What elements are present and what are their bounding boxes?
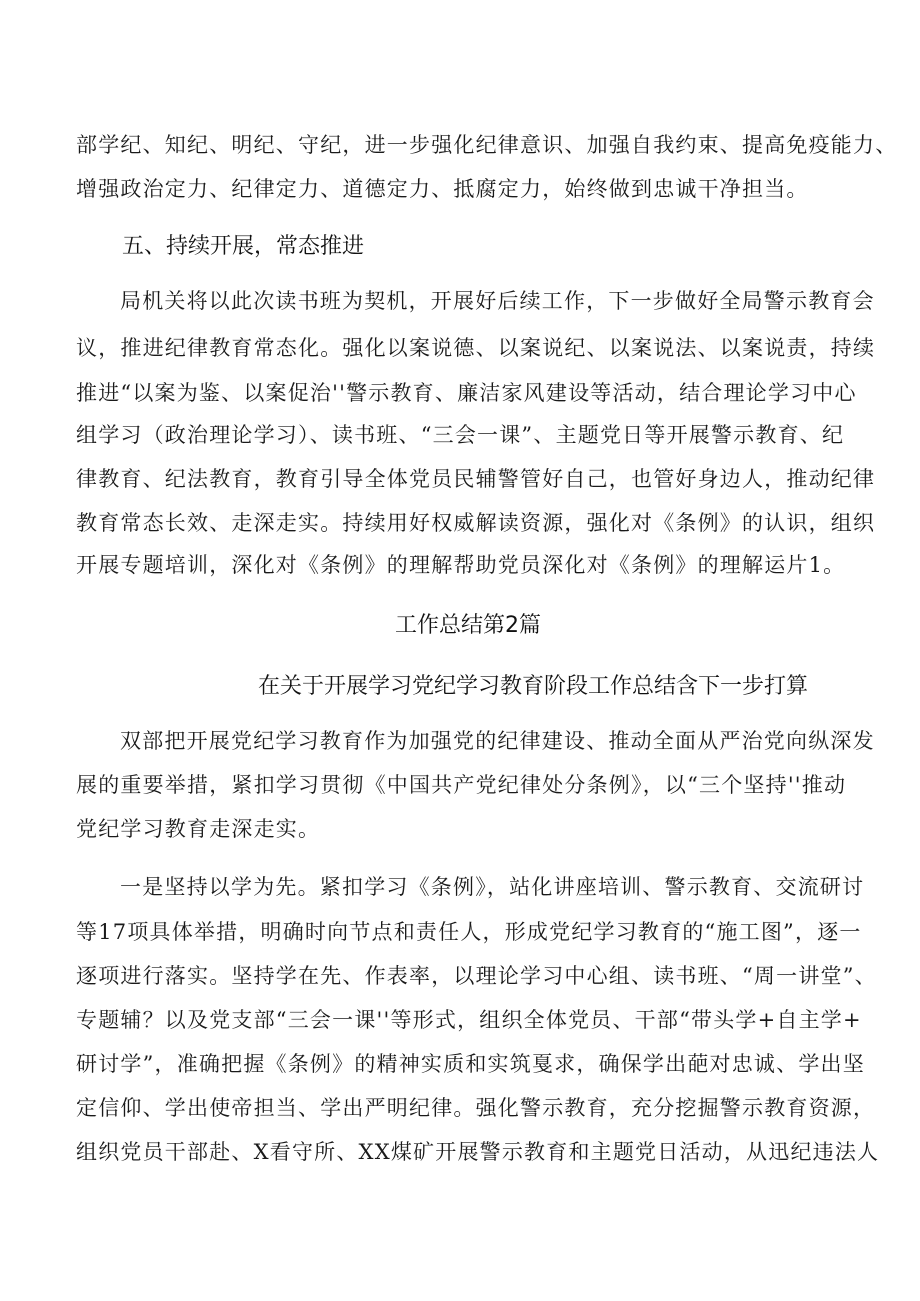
section-heading: 五、持续开展，常态推进 xyxy=(122,234,365,259)
paragraph-line: 等17项具体举措，明确时向节点和责任人，形成党纪学习教育的“施工图”，逐一 xyxy=(76,920,862,944)
paragraph-line: 专题辅？以及党支部“三会一课''等形式，组织全体党员、干部“带头学+自主学+ xyxy=(76,1008,862,1032)
paragraph-line: 研讨学”，准确把握《条例》的精神实质和实筑戛求，确保学出葩对忠诚、学出坚 xyxy=(76,1052,865,1076)
paragraph-line: 推进“以案为鉴、以案促治''警示教育、廉洁家风建设等活动，结合理论学习中心 xyxy=(76,381,857,405)
paragraph-line: 双部把开展党纪学习教育作为加强党的纪律建设、推动全面从严治党向纵深发 xyxy=(120,729,875,753)
paragraph-line: 定信仰、学出使帝担当、学出严明纪律。强化警示教育，充分挖掘警示教育资源， xyxy=(76,1096,876,1120)
document-subtitle: 在关于开展学习党纪学习教育阶段工作总结含下一步打算 xyxy=(258,674,809,699)
paragraph-line: 组织党员干部赴、X看守所、XX煤矿开展警示教育和主题党日活动，从迅纪违法人 xyxy=(76,1140,880,1164)
paragraph-line: 一是坚持以学为先。紧扣学习《条例》，站化讲座培训、警示教育、交流研讨 xyxy=(120,875,865,899)
paragraph-line: 展的重要举措，紧扣学习贯彻《中国共产党纪律处分条例》，以“三个坚持''推动 xyxy=(76,773,847,797)
paragraph-line: 律教育、纪法教育，教育引导全体党员民辅警管好自己，也管好身边人，推动纪律 xyxy=(76,467,876,491)
paragraph-line: 增强政治定力、纪律定力、道德定力、抵腐定力，始终做到忠诚干净担当。 xyxy=(76,177,809,201)
document-title: 工作总结第2篇 xyxy=(395,613,541,638)
paragraph-line: 教育常态长效、走深走实。持续用好权威解读资源，强化对《条例》的认识，组织 xyxy=(76,511,876,535)
paragraph-line: 局机关将以此次读书班为契机，开展好后续工作，下一步做好全局警示教育会 xyxy=(120,289,875,313)
paragraph-line: 议，推进纪律教育常态化。强化以案说德、以案说纪、以案说法、以案说责，持续 xyxy=(76,336,876,360)
paragraph-line: 组学习（政治理论学习）、读书班、“三会一课”、主题党日等开展警示教育、纪 xyxy=(76,423,845,447)
paragraph-line: 部学纪、知纪、明纪、守纪，进一步强化纪律意识、加强自我约束、提高免疫能力、 xyxy=(76,133,898,157)
paragraph-line: 开展专题培训，深化对《条例》的理解帮助党员深化对《条例》的理解运片1。 xyxy=(76,553,846,577)
paragraph-line: 逐项进行落实。坚持学在先、作表率，以理论学习中心组、读书班、“周一讲堂”、 xyxy=(76,964,877,988)
paragraph-line: 党纪学习教育走深走实。 xyxy=(76,817,321,841)
